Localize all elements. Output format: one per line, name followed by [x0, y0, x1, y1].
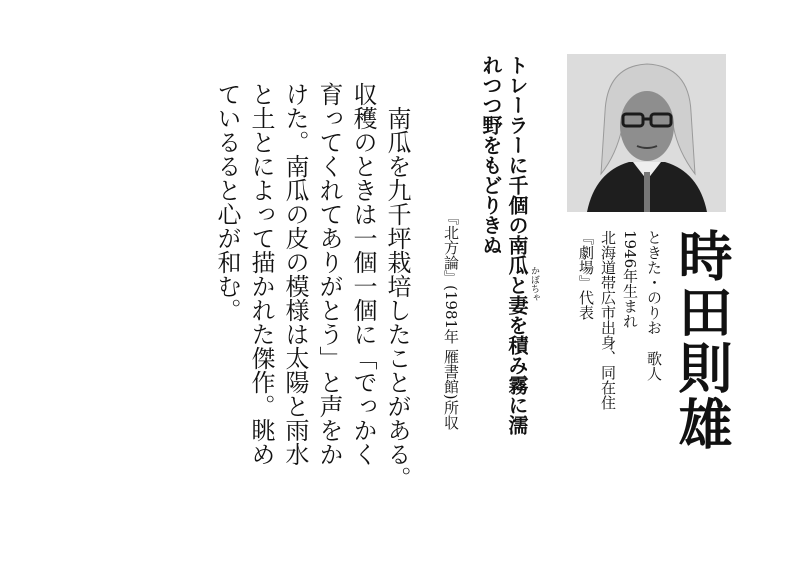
commentary-line-4: けた。南瓜の皮の模様は太陽と雨水 [281, 82, 309, 466]
poet-birthplace: 北海道帯広市出身、同在住 [599, 230, 617, 410]
poem-line-1: トレーラーに千個の南瓜と妻を積み霧に濡 [505, 55, 529, 435]
commentary-line-5: と土とによって描かれた傑作。眺め [247, 82, 275, 466]
poet-portrait-photo [567, 54, 726, 212]
commentary-line-1: 南瓜を九千坪栽培したことがある。 [383, 82, 411, 490]
poet-reading-and-role [643, 230, 665, 381]
poem-line-2: れつつ野をもどりきぬ [479, 55, 503, 255]
poem-ruby-kabocha: かぼちゃ [529, 266, 539, 302]
commentary-line-3: 育ってくれてありがとう」と声をか [315, 82, 343, 466]
poet-role: 歌人 [645, 351, 663, 381]
commentary-line-2: 収穫のときは一個一個に「でっかく [349, 82, 377, 466]
poet-reading: ときた・のりお [645, 230, 663, 335]
poet-birth-year: 1946年生まれ [621, 230, 639, 329]
poet-name: 時田則雄 [670, 228, 734, 452]
poem-source: 『北方論』(1981年 雁書館)所収 [442, 210, 460, 430]
commentary-line-6: ているると心が和む。 [213, 82, 241, 322]
poet-works: 『劇場』代表 [577, 230, 595, 320]
